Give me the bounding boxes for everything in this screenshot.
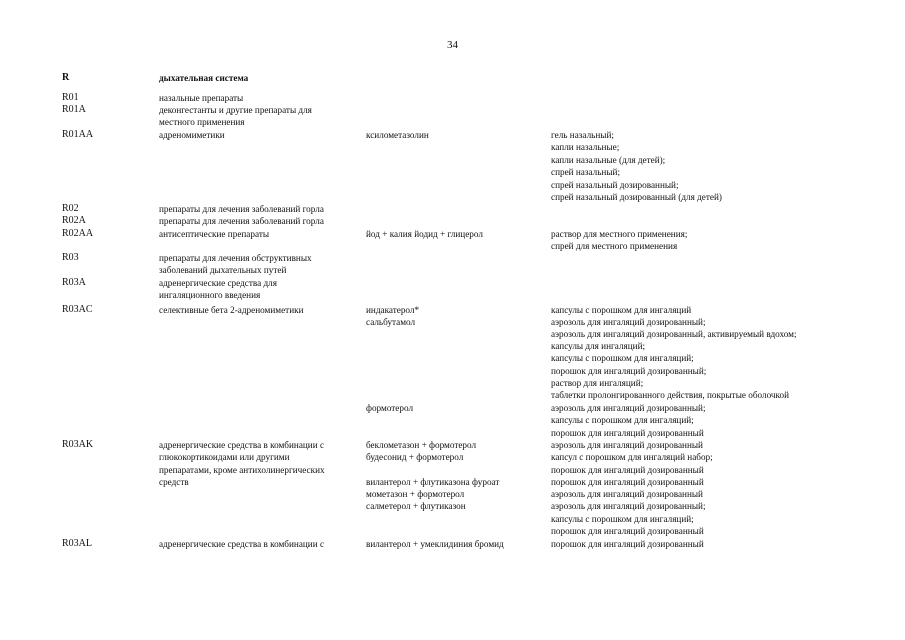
dosage-form: порошок для ингаляций дозированный — [551, 428, 704, 438]
atc-group-name: препараты для лечения заболеваний горла — [159, 204, 324, 214]
atc-group-name: деконгестанты и другие препараты для — [159, 105, 312, 115]
atc-code: R02 — [62, 203, 79, 214]
drug-name: мометазон + формотерол — [366, 489, 465, 499]
drug-name: беклометазон + формотерол — [366, 440, 477, 450]
dosage-form: порошок для ингаляций дозированный — [551, 477, 704, 487]
dosage-form: раствор для ингаляций; — [551, 378, 644, 388]
dosage-form: порошок для ингаляций дозированный — [551, 526, 704, 536]
atc-group-name: препараты для лечения обструктивных — [159, 253, 312, 263]
atc-group-name: местного применения — [159, 117, 245, 127]
atc-group-name: адреномиметики — [159, 130, 225, 140]
dosage-form: капсулы с порошком для ингаляций — [551, 305, 692, 315]
atc-group-name: адренергические средства для — [159, 278, 277, 288]
atc-code: R03A — [62, 277, 86, 288]
dosage-form: капсулы с порошком для ингаляций; — [551, 415, 694, 425]
atc-group-name: средств — [159, 477, 189, 487]
drug-name: вилантерол + умеклидиния бромид — [366, 539, 504, 549]
drug-name: йод + калия йодид + глицерол — [366, 229, 483, 239]
page-number: 34 — [447, 39, 458, 51]
drug-name: формотерол — [366, 403, 414, 413]
drug-name: индакатерол* — [366, 305, 420, 315]
dosage-form: спрей для местного применения — [551, 241, 678, 251]
atc-code: R — [62, 72, 70, 83]
atc-group-name: антисептические препараты — [159, 229, 270, 239]
dosage-form: аэрозоль для ингаляций дозированный — [551, 440, 703, 450]
atc-code: R03AC — [62, 304, 93, 315]
atc-code: R03AK — [62, 439, 94, 450]
dosage-form: раствор для местного применения; — [551, 229, 688, 239]
atc-group-name: ингаляционного введения — [159, 290, 261, 300]
dosage-form: аэрозоль для ингаляций дозированный; — [551, 501, 706, 511]
dosage-form: порошок для ингаляций дозированный; — [551, 366, 707, 376]
dosage-form: аэрозоль для ингаляций дозированный; — [551, 317, 706, 327]
dosage-form: гель назальный; — [551, 130, 614, 140]
atc-code: R02AA — [62, 228, 94, 239]
drug-name: будесонид + формотерол — [366, 452, 464, 462]
dosage-form: капсулы для ингаляций; — [551, 341, 646, 351]
atc-code: R02A — [62, 215, 86, 226]
drug-name: сальбутамол — [366, 317, 416, 327]
dosage-form: капсулы с порошком для ингаляций; — [551, 353, 694, 363]
dosage-form: спрей назальный дозированный (для детей) — [551, 192, 722, 202]
dosage-form: порошок для ингаляций дозированный — [551, 539, 704, 549]
atc-group-name: препаратами, кроме антихолинергических — [159, 465, 325, 475]
atc-group-name: глюкокортикоидами или другими — [159, 452, 290, 462]
atc-code: R01AA — [62, 129, 94, 140]
atc-code: R03AL — [62, 538, 92, 549]
dosage-form: капли назальные (для детей); — [551, 155, 666, 165]
dosage-form: аэрозоль для ингаляций дозированный; — [551, 403, 706, 413]
atc-code: R01 — [62, 92, 79, 103]
dosage-form: аэрозоль для ингаляций дозированный, активируемый вдохом; — [551, 329, 797, 339]
drug-name: салметерол + флутиказон — [366, 501, 466, 511]
dosage-form: таблетки пролонгированного действия, покрытые оболочкой — [551, 390, 790, 400]
drug-name: ксилометазолин — [366, 130, 429, 140]
atc-group-name: адренергические средства в комбинации с — [159, 539, 325, 549]
atc-group-name: селективные бета 2-адреномиметики — [159, 305, 304, 315]
drug-name: вилантерол + флутиказона фуроат — [366, 477, 500, 487]
dosage-form: порошок для ингаляций дозированный — [551, 465, 704, 475]
atc-group-name: заболеваний дыхательных путей — [159, 265, 287, 275]
atc-code: R01A — [62, 104, 86, 115]
atc-code: R03 — [62, 252, 79, 263]
atc-group-name: препараты для лечения заболеваний горла — [159, 216, 324, 226]
dosage-form: аэрозоль для ингаляций дозированный — [551, 489, 703, 499]
dosage-form: спрей назальный дозированный; — [551, 180, 679, 190]
dosage-form: спрей назальный; — [551, 167, 620, 177]
atc-group-name: адренергические средства в комбинации с — [159, 440, 325, 450]
atc-group-name: дыхательная система — [159, 73, 249, 83]
dosage-form: капсулы с порошком для ингаляций; — [551, 514, 694, 524]
dosage-form: капсул с порошком для ингаляций набор; — [551, 452, 713, 462]
atc-group-name: назальные препараты — [159, 93, 244, 103]
dosage-form: капли назальные; — [551, 142, 620, 152]
